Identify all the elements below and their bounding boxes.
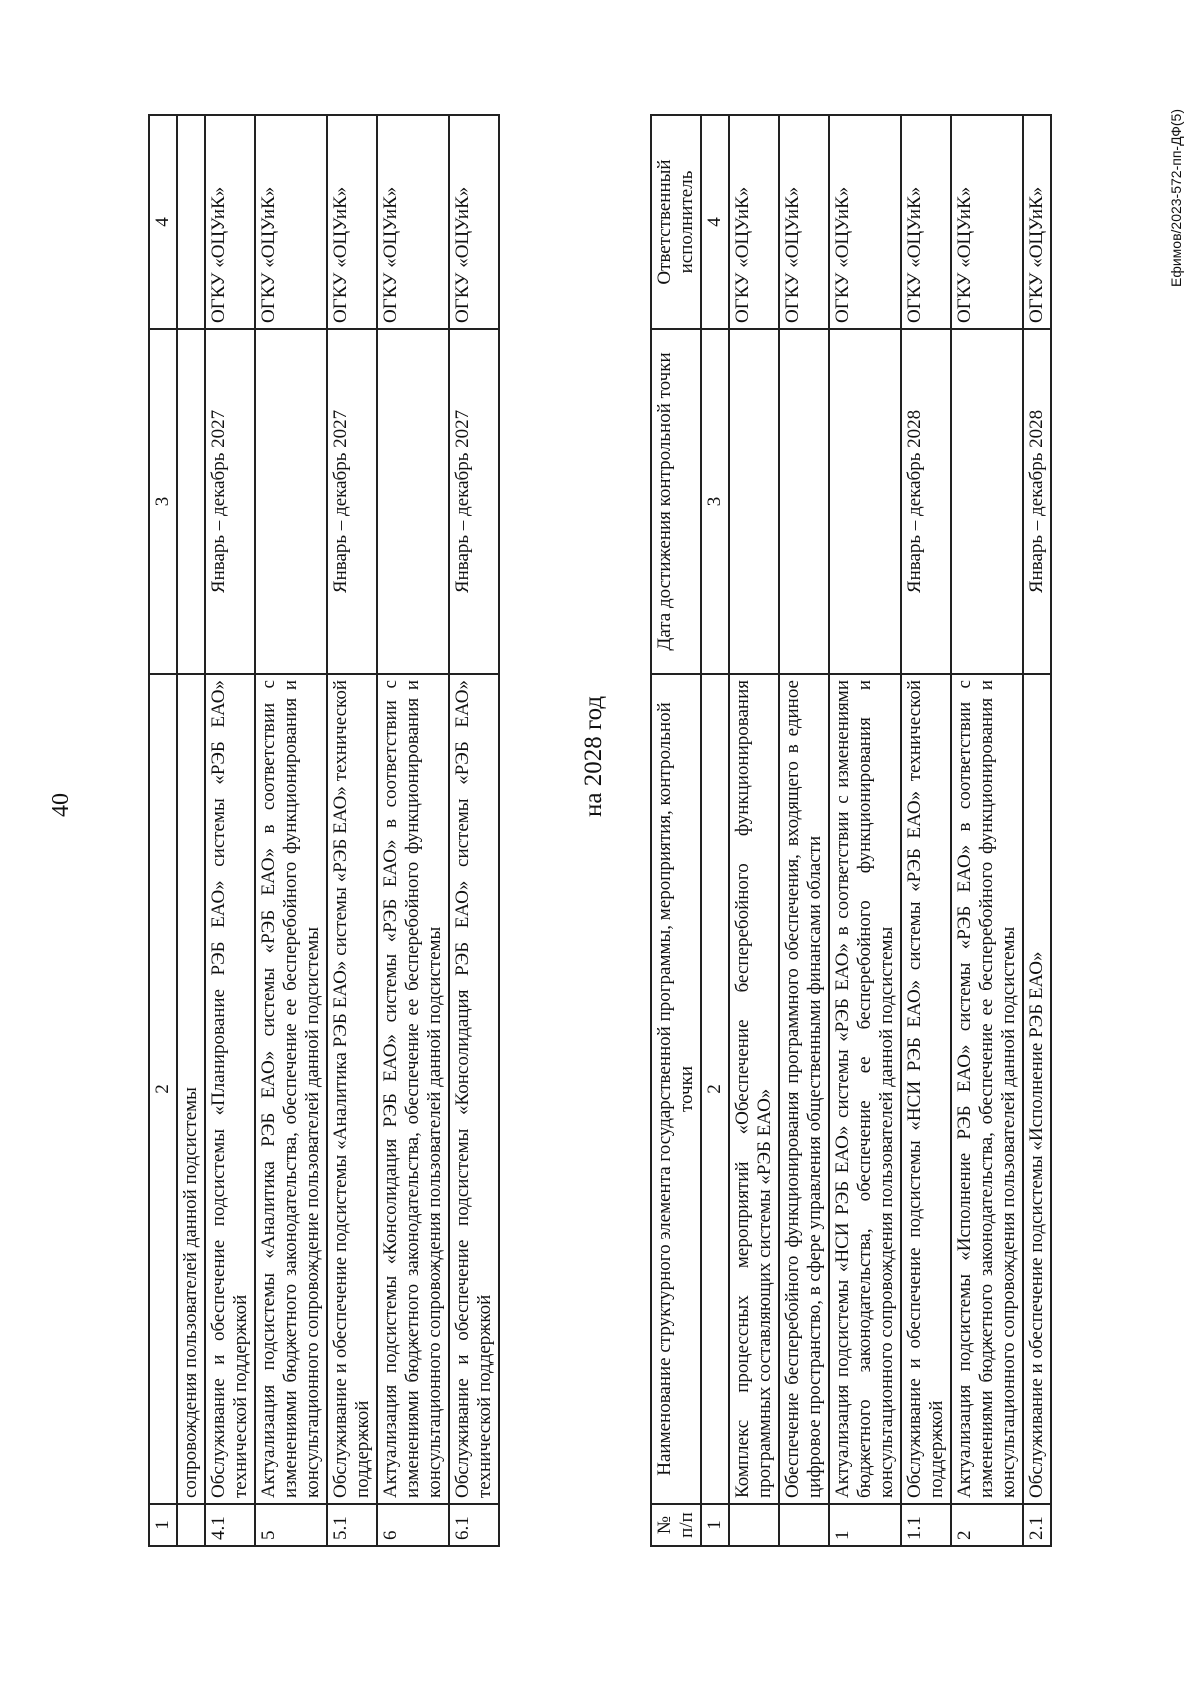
event-name: Обеспечение бесперебойного функционирования программного обеспечения, входящего в единое цифровое пространство, в сфере управления общественными финансами области (779, 674, 829, 1504)
column-number: 3 (701, 329, 729, 674)
column-number: 2 (701, 674, 729, 1504)
table-row (779, 115, 829, 1546)
control-date (829, 329, 901, 674)
document-code: Ефимов/2023-572-пп-ДФ(5) (1168, 109, 1184, 287)
event-name: Актуализация подсистемы «Аналитика РЭБ ЕАО» системы «РЭБ ЕАО» в соответствии с изменениями бюджетного законодательства, обеспечение ее бесперебойного функционирования и консультационного сопровождение пользователей данной подсистемы (255, 674, 327, 1504)
row-number: 5 (255, 1504, 327, 1546)
control-date: Январь – декабрь 2028 (901, 329, 951, 674)
table-row (829, 115, 901, 1546)
row-number: 6 (377, 1504, 449, 1546)
section-heading: на 2028 год (580, 695, 607, 817)
event-name: Обслуживание и обеспечение подсистемы «НСИ РЭБ ЕАО» системы «РЭБ ЕАО» технической поддержкой (901, 674, 951, 1504)
event-name: Актуализация подсистемы «НСИ РЭБ ЕАО» системы «РЭБ ЕАО» в соответствии с изменениями бюджетного законодательства, обеспечение ее бесперебойного функционирования и консультационного сопровождения пользователей данной подсистемы (829, 674, 901, 1504)
row-number: 4.1 (205, 1504, 255, 1546)
control-date (729, 329, 779, 674)
table-row (951, 115, 1023, 1546)
control-points-table-2028 (650, 114, 1052, 1547)
event-name: Комплекс процессных мероприятий «Обеспечение бесперебойного функционирования программных составляющих системы «РЭБ ЕАО» (729, 674, 779, 1504)
executor: ОГКУ «ОЦУиК» (205, 115, 255, 329)
executor: ОГКУ «ОЦУиК» (901, 115, 951, 329)
executor: ОГКУ «ОЦУиК» (729, 115, 779, 329)
event-name: Обслуживание и обеспечение подсистемы «Исполнение РЭБ ЕАО» (1023, 674, 1051, 1504)
executor: ОГКУ «ОЦУиК» (951, 115, 1023, 329)
header-date: Дата достижения контрольной точки (651, 329, 701, 674)
row-number: 5.1 (327, 1504, 377, 1546)
row-number: 1 (829, 1504, 901, 1546)
row-number: 1.1 (901, 1504, 951, 1546)
table-row (255, 115, 327, 1546)
header-executor: Ответственный исполнитель (651, 115, 701, 329)
row-number (729, 1504, 779, 1546)
executor: ОГКУ «ОЦУиК» (327, 115, 377, 329)
row-number: 2.1 (1023, 1504, 1051, 1546)
executor (177, 115, 205, 329)
control-date (177, 329, 205, 674)
control-date (951, 329, 1023, 674)
event-name: Обслуживание и обеспечение подсистемы «Аналитика РЭБ ЕАО» системы «РЭБ ЕАО» технической поддержкой (327, 674, 377, 1504)
event-name: Обслуживание и обеспечение подсистемы «Планирование РЭБ ЕАО» системы «РЭБ ЕАО» технической поддержкой (205, 674, 255, 1504)
table-row (177, 115, 205, 1546)
column-number-row (701, 115, 729, 1546)
table-row (729, 115, 779, 1546)
column-number: 4 (701, 115, 729, 329)
table-row (205, 115, 255, 1546)
header-row (651, 115, 701, 1546)
row-number (177, 1504, 205, 1546)
event-name: Актуализация подсистемы «Консолидация РЭБ ЕАО» системы «РЭБ ЕАО» в соответствии с изменениями бюджетного законодательства, обеспечение ее бесперебойного функционирования и консультационного сопровождения пользователей данной подсистемы (377, 674, 449, 1504)
column-number: 2 (149, 674, 177, 1504)
control-points-table-2027 (148, 114, 500, 1547)
event-name: сопровождения пользователей данной подсистемы (177, 674, 205, 1504)
column-number: 1 (149, 1504, 177, 1546)
event-name: Обслуживание и обеспечение подсистемы «Консолидация РЭБ ЕАО» системы «РЭБ ЕАО» технической поддержкой (449, 674, 499, 1504)
executor: ОГКУ «ОЦУиК» (1023, 115, 1051, 329)
control-date (779, 329, 829, 674)
table-row (449, 115, 499, 1546)
column-number-row (149, 115, 177, 1546)
control-date: Январь – декабрь 2027 (327, 329, 377, 674)
column-number: 3 (149, 329, 177, 674)
table-row (377, 115, 449, 1546)
row-number: 2 (951, 1504, 1023, 1546)
executor: ОГКУ «ОЦУиК» (377, 115, 449, 329)
page-number: 40 (48, 793, 74, 817)
header-name: Наименование структурного элемента государственной программы, мероприятия, контрольной точки (651, 674, 701, 1504)
control-date: Январь – декабрь 2028 (1023, 329, 1051, 674)
control-date (377, 329, 449, 674)
control-date (255, 329, 327, 674)
header-num: № п/п (651, 1504, 701, 1546)
row-number: 6.1 (449, 1504, 499, 1546)
executor: ОГКУ «ОЦУиК» (449, 115, 499, 329)
row-number (779, 1504, 829, 1546)
executor: ОГКУ «ОЦУиК» (779, 115, 829, 329)
executor: ОГКУ «ОЦУиК» (829, 115, 901, 329)
control-date: Январь – декабрь 2027 (205, 329, 255, 674)
column-number: 1 (701, 1504, 729, 1546)
control-date: Январь – декабрь 2027 (449, 329, 499, 674)
executor: ОГКУ «ОЦУиК» (255, 115, 327, 329)
table-row (327, 115, 377, 1546)
table-row (901, 115, 951, 1546)
table-row (1023, 115, 1051, 1546)
event-name: Актуализация подсистемы «Исполнение РЭБ ЕАО» системы «РЭБ ЕАО» в соответствии с изменениями бюджетного законодательства, обеспечение ее бесперебойного функционирования и консультационного сопровождения пользователей данной подсистемы (951, 674, 1023, 1504)
column-number: 4 (149, 115, 177, 329)
